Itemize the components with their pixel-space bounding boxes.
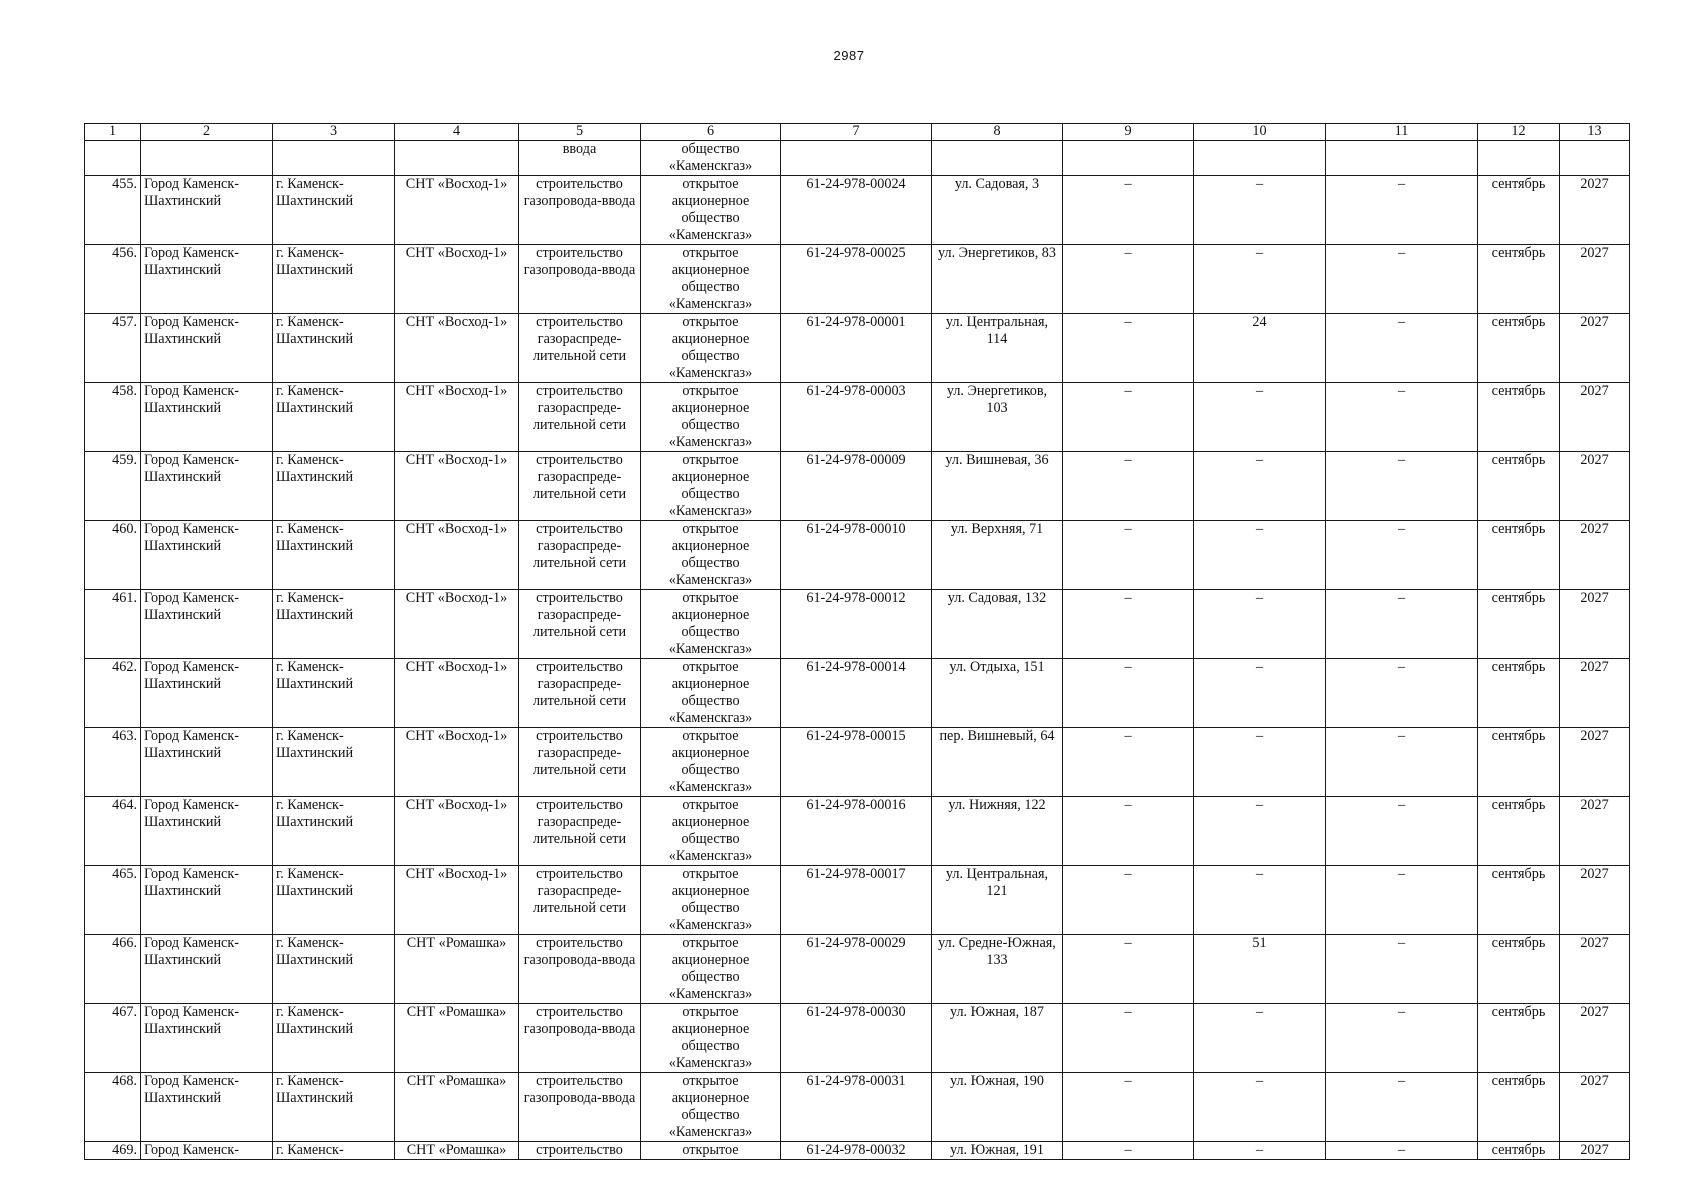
cell-row-number: 463. [85,728,141,797]
column-number: 8 [932,124,1063,141]
cell-month: сентябрь [1478,521,1560,590]
cell-address: ул. Южная, 190 [932,1073,1063,1142]
cell-year: 2027 [1560,866,1630,935]
cell-organization: открытое акционерное общество «Каменскгаз» [641,521,781,590]
cell-col10: – [1194,1004,1326,1073]
cell-row-number: 468. [85,1073,141,1142]
cell-locality: г. Каменск-Шахтинский [273,659,395,728]
cell-address: ул. Нижняя, 122 [932,797,1063,866]
cell-col11: – [1326,383,1478,452]
cell-col11: – [1326,452,1478,521]
cell-col11: – [1326,245,1478,314]
cell-month: сентябрь [1478,452,1560,521]
cell-locality: г. Каменск-Шахтинский [273,521,395,590]
cell-address: ул. Южная, 191 [932,1142,1063,1160]
cell-object-code: 61-24-978-00031 [781,1073,932,1142]
table-row [85,176,1630,245]
cell-snt: СНТ «Восход-1» [395,866,519,935]
column-number: 3 [273,124,395,141]
cell-col9: – [1063,314,1194,383]
table-row [85,314,1630,383]
register-table [84,123,1630,1160]
table-row [85,659,1630,728]
cell-snt: СНТ «Восход-1» [395,383,519,452]
cell-locality: г. Каменск-Шахтинский [273,176,395,245]
cell-month: сентябрь [1478,797,1560,866]
cell-address: ул. Вишневая, 36 [932,452,1063,521]
cell-col10: – [1194,521,1326,590]
cell-col9: – [1063,383,1194,452]
cell-work-type: строительство газораспреде-лительной сети [519,728,641,797]
page-number: 2987 [833,48,865,63]
column-number: 6 [641,124,781,141]
cell-row-number: 466. [85,935,141,1004]
cell-col9: – [1063,245,1194,314]
cell-month: сентябрь [1478,935,1560,1004]
cell-locality: г. Каменск-Шахтинский [273,590,395,659]
cell-work-type: строительство газопровода-ввода [519,935,641,1004]
cell-year: 2027 [1560,935,1630,1004]
cell-address: ул. Отдыха, 151 [932,659,1063,728]
cell-object-code: 61-24-978-00030 [781,1004,932,1073]
cell-col9: – [1063,935,1194,1004]
cell-municipality: Город Каменск-Шахтинский [141,866,273,935]
cell-municipality: Город Каменск-Шахтинский [141,245,273,314]
cell-year: 2027 [1560,797,1630,866]
cell-organization: открытое [641,1142,781,1160]
cell-empty [395,141,519,176]
cell-organization: открытое акционерное общество «Каменскгаз» [641,245,781,314]
table-row [85,797,1630,866]
cell-organization: открытое акционерное общество «Каменскгаз» [641,314,781,383]
cell-locality: г. Каменск-Шахтинский [273,383,395,452]
cell-locality: г. Каменск- [273,1142,395,1160]
cell-row-number: 462. [85,659,141,728]
cell-row-number: 459. [85,452,141,521]
cell-object-code: 61-24-978-00009 [781,452,932,521]
cell-work-type: строительство газораспреде-лительной сети [519,866,641,935]
cell-col9: – [1063,176,1194,245]
table-row [85,452,1630,521]
column-number-row [85,124,1630,141]
cell-snt: СНТ «Восход-1» [395,590,519,659]
cell-col9: – [1063,521,1194,590]
cell-col9: – [1063,866,1194,935]
cell-snt: СНТ «Ромашка» [395,1142,519,1160]
cell-locality: г. Каменск-Шахтинский [273,935,395,1004]
cell-col11: – [1326,176,1478,245]
cell-col9: – [1063,728,1194,797]
cell-snt: СНТ «Восход-1» [395,521,519,590]
cell-month: сентябрь [1478,866,1560,935]
cell-row-number: 461. [85,590,141,659]
cell-object-code: 61-24-978-00014 [781,659,932,728]
cell-col11: – [1326,797,1478,866]
cell-work-type: строительство газопровода-ввода [519,245,641,314]
cell-empty [1194,141,1326,176]
cell-locality: г. Каменск-Шахтинский [273,1004,395,1073]
cell-municipality: Город Каменск-Шахтинский [141,176,273,245]
cell-organization: открытое акционерное общество «Каменскгаз» [641,383,781,452]
cell-month: сентябрь [1478,1142,1560,1160]
cell-municipality: Город Каменск-Шахтинский [141,1073,273,1142]
cell-municipality: Город Каменск-Шахтинский [141,314,273,383]
cell-object-code: 61-24-978-00012 [781,590,932,659]
cell-col10: – [1194,452,1326,521]
cell-work-type: строительство газопровода-ввода [519,1073,641,1142]
cell-work-type: ввода [519,141,641,176]
cell-col11: – [1326,728,1478,797]
cell-year: 2027 [1560,728,1630,797]
cell-col10: – [1194,383,1326,452]
cell-empty [781,141,932,176]
cell-organization: открытое акционерное общество «Каменскгаз» [641,866,781,935]
cell-snt: СНТ «Восход-1» [395,659,519,728]
cell-col10: 24 [1194,314,1326,383]
cell-col9: – [1063,1004,1194,1073]
cell-snt: СНТ «Восход-1» [395,797,519,866]
cell-empty [1560,141,1630,176]
cell-address: ул. Верхняя, 71 [932,521,1063,590]
cell-row-number: 469. [85,1142,141,1160]
cell-object-code: 61-24-978-00024 [781,176,932,245]
cell-locality: г. Каменск-Шахтинский [273,866,395,935]
cell-work-type: строительство газораспреде-лительной сети [519,590,641,659]
cell-empty [932,141,1063,176]
cell-address: ул. Средне-Южная, 133 [932,935,1063,1004]
cell-municipality: Город Каменск- [141,1142,273,1160]
table-row [85,1142,1630,1160]
cell-col11: – [1326,935,1478,1004]
cell-object-code: 61-24-978-00003 [781,383,932,452]
cell-col10: – [1194,1073,1326,1142]
cell-month: сентябрь [1478,314,1560,383]
cell-work-type: строительство газораспреде-лительной сети [519,659,641,728]
cell-col11: – [1326,659,1478,728]
cell-year: 2027 [1560,245,1630,314]
cell-col9: – [1063,452,1194,521]
cell-month: сентябрь [1478,245,1560,314]
cell-organization: открытое акционерное общество «Каменскгаз» [641,452,781,521]
cell-snt: СНТ «Ромашка» [395,1004,519,1073]
cell-address: ул. Садовая, 132 [932,590,1063,659]
cell-year: 2027 [1560,1004,1630,1073]
cell-month: сентябрь [1478,1004,1560,1073]
cell-object-code: 61-24-978-00017 [781,866,932,935]
cell-snt: СНТ «Восход-1» [395,245,519,314]
cell-organization: открытое акционерное общество «Каменскгаз» [641,659,781,728]
cell-address: ул. Садовая, 3 [932,176,1063,245]
cell-col10: 51 [1194,935,1326,1004]
cell-col11: – [1326,314,1478,383]
cell-work-type: строительство газораспреде-лительной сети [519,521,641,590]
cell-address: ул. Энергетиков, 83 [932,245,1063,314]
cell-object-code: 61-24-978-00016 [781,797,932,866]
cell-address: ул. Энергетиков, 103 [932,383,1063,452]
column-number: 13 [1560,124,1630,141]
cell-row-number: 455. [85,176,141,245]
table-row [85,1004,1630,1073]
cell-object-code: 61-24-978-00010 [781,521,932,590]
cell-locality: г. Каменск-Шахтинский [273,797,395,866]
column-number: 1 [85,124,141,141]
cell-year: 2027 [1560,590,1630,659]
cell-month: сентябрь [1478,728,1560,797]
cell-col11: – [1326,1004,1478,1073]
column-number: 5 [519,124,641,141]
table-row [85,728,1630,797]
cell-work-type: строительство газораспреде-лительной сети [519,797,641,866]
cell-organization: открытое акционерное общество «Каменскгаз» [641,590,781,659]
column-number: 7 [781,124,932,141]
cell-col10: – [1194,176,1326,245]
cell-row-number: 465. [85,866,141,935]
cell-snt: СНТ «Восход-1» [395,728,519,797]
cell-row-number: 464. [85,797,141,866]
cell-municipality: Город Каменск-Шахтинский [141,797,273,866]
cell-empty [141,141,273,176]
table-row [85,521,1630,590]
cell-municipality: Город Каменск-Шахтинский [141,590,273,659]
cell-snt: СНТ «Восход-1» [395,314,519,383]
cell-col9: – [1063,590,1194,659]
cell-year: 2027 [1560,176,1630,245]
column-number: 10 [1194,124,1326,141]
cell-locality: г. Каменск-Шахтинский [273,314,395,383]
cell-year: 2027 [1560,659,1630,728]
cell-empty [1063,141,1194,176]
cell-municipality: Город Каменск-Шахтинский [141,521,273,590]
cell-snt: СНТ «Ромашка» [395,1073,519,1142]
cell-locality: г. Каменск-Шахтинский [273,728,395,797]
cell-work-type: строительство газопровода-ввода [519,176,641,245]
cell-municipality: Город Каменск-Шахтинский [141,383,273,452]
column-number: 4 [395,124,519,141]
cell-snt: СНТ «Восход-1» [395,452,519,521]
cell-work-type: строительство газораспреде-лительной сети [519,452,641,521]
table-row [85,1073,1630,1142]
column-number: 12 [1478,124,1560,141]
cell-year: 2027 [1560,314,1630,383]
cell-address: пер. Вишневый, 64 [932,728,1063,797]
table-row [85,590,1630,659]
cell-col10: – [1194,659,1326,728]
cell-col9: – [1063,659,1194,728]
cell-address: ул. Центральная, 114 [932,314,1063,383]
table-row [85,383,1630,452]
cell-row-number: 457. [85,314,141,383]
cell-work-type: строительство газопровода-ввода [519,1004,641,1073]
cell-col10: – [1194,245,1326,314]
cell-snt: СНТ «Ромашка» [395,935,519,1004]
cell-organization: открытое акционерное общество «Каменскгаз» [641,176,781,245]
cell-locality: г. Каменск-Шахтинский [273,1073,395,1142]
cell-municipality: Город Каменск-Шахтинский [141,728,273,797]
cell-object-code: 61-24-978-00032 [781,1142,932,1160]
cell-work-type: строительство газораспреде-лительной сети [519,383,641,452]
cell-address: ул. Центральная, 121 [932,866,1063,935]
cell-locality: г. Каменск-Шахтинский [273,245,395,314]
cell-col10: – [1194,797,1326,866]
cell-municipality: Город Каменск-Шахтинский [141,452,273,521]
cell-municipality: Город Каменск-Шахтинский [141,935,273,1004]
cell-address: ул. Южная, 187 [932,1004,1063,1073]
cell-col11: – [1326,1073,1478,1142]
table-row [85,245,1630,314]
cell-year: 2027 [1560,521,1630,590]
table-row [85,866,1630,935]
cell-municipality: Город Каменск-Шахтинский [141,659,273,728]
cell-year: 2027 [1560,383,1630,452]
cell-locality: г. Каменск-Шахтинский [273,452,395,521]
cell-object-code: 61-24-978-00025 [781,245,932,314]
cell-col11: – [1326,521,1478,590]
cell-col10: – [1194,866,1326,935]
cell-work-type: строительство [519,1142,641,1160]
cell-col9: – [1063,1142,1194,1160]
cell-month: сентябрь [1478,590,1560,659]
cell-row-number: 460. [85,521,141,590]
cell-month: сентябрь [1478,659,1560,728]
cell-organization: открытое акционерное общество «Каменскгаз» [641,728,781,797]
cell-object-code: 61-24-978-00029 [781,935,932,1004]
cell-year: 2027 [1560,1073,1630,1142]
cell-row-number: 467. [85,1004,141,1073]
cell-col11: – [1326,590,1478,659]
cell-row-number: 456. [85,245,141,314]
cell-object-code: 61-24-978-00015 [781,728,932,797]
cell-empty [85,141,141,176]
cell-organization: общество «Каменскгаз» [641,141,781,176]
cell-col10: – [1194,590,1326,659]
cell-year: 2027 [1560,1142,1630,1160]
cell-organization: открытое акционерное общество «Каменскгаз» [641,797,781,866]
column-number: 11 [1326,124,1478,141]
cell-object-code: 61-24-978-00001 [781,314,932,383]
cell-municipality: Город Каменск-Шахтинский [141,1004,273,1073]
column-number: 9 [1063,124,1194,141]
cell-month: сентябрь [1478,176,1560,245]
cell-work-type: строительство газораспреде-лительной сети [519,314,641,383]
cell-col11: – [1326,866,1478,935]
cell-year: 2027 [1560,452,1630,521]
column-number: 2 [141,124,273,141]
cell-empty [1326,141,1478,176]
cell-organization: открытое акционерное общество «Каменскгаз» [641,935,781,1004]
cell-col9: – [1063,1073,1194,1142]
cell-row-number: 458. [85,383,141,452]
table-row [85,935,1630,1004]
cell-organization: открытое акционерное общество «Каменскгаз» [641,1073,781,1142]
cell-empty [1478,141,1560,176]
cell-col10: – [1194,1142,1326,1160]
cell-empty [273,141,395,176]
cell-month: сентябрь [1478,383,1560,452]
cell-col10: – [1194,728,1326,797]
continuation-row [85,141,1630,176]
cell-snt: СНТ «Восход-1» [395,176,519,245]
cell-organization: открытое акционерное общество «Каменскгаз» [641,1004,781,1073]
cell-month: сентябрь [1478,1073,1560,1142]
cell-col9: – [1063,797,1194,866]
cell-col11: – [1326,1142,1478,1160]
